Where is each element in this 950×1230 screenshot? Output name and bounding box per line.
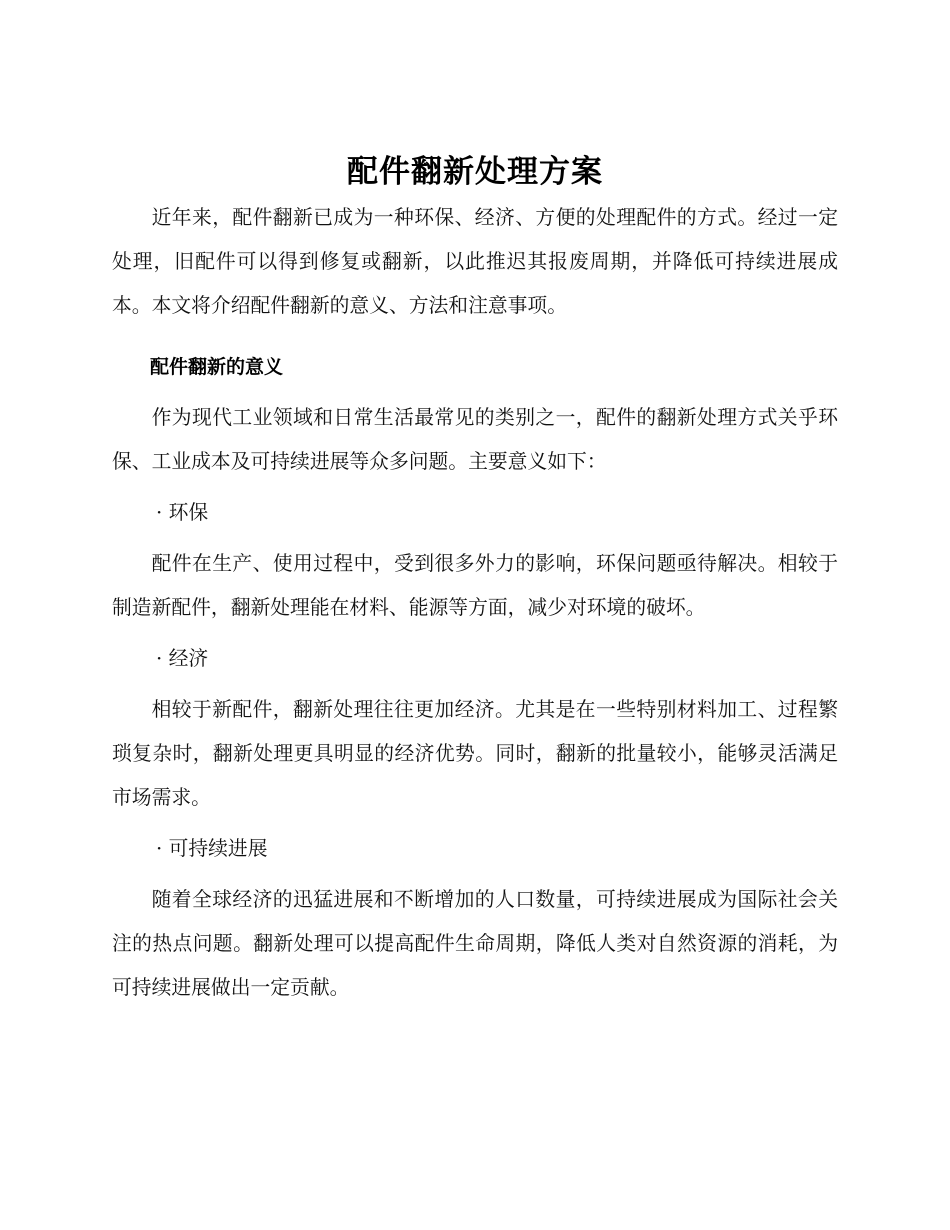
intro-paragraph: 近年来，配件翻新已成为一种环保、经济、方便的处理配件的方式。经过一定处理，旧配件可以得到修复或翻新，以此推迟其报废周期，并降低可持续进展成本。本文将介绍配件翻新的意义、方法和注意事项。 [112,206,838,317]
bullet-environmental: · 环保 [156,501,209,524]
section-heading: 配件翻新的意义 [150,356,284,378]
economic-paragraph: 相较于新配件，翻新处理往往更加经济。尤其是在一些特别材料加工、过程繁琐复杂时，翻新处理更具明显的经济优势。同时，翻新的批量较小，能够灵活满足市场需求。 [112,698,838,809]
bullet-sustainable-development: · 可持续进展 [156,837,268,860]
sustainable-development-paragraph: 随着全球经济的迅猛进展和不断增加的人口数量，可持续进展成为国际社会关注的热点问题。翻新处理可以提高配件生命周期，降低人类对自然资源的消耗，为可持续进展做出一定贡献。 [112,888,838,999]
environmental-paragraph: 配件在生产、使用过程中，受到很多外力的影响，环保问题亟待解决。相较于制造新配件，翻新处理能在材料、能源等方面，减少对环境的破坏。 [112,552,838,619]
section-intro-paragraph: 作为现代工业领域和日常生活最常见的类别之一，配件的翻新处理方式关乎环保、工业成本及可持续进展等众多问题。主要意义如下： [112,406,838,473]
document-title: 配件翻新处理方案 [347,154,603,190]
bullet-economic: · 经济 [156,647,209,670]
